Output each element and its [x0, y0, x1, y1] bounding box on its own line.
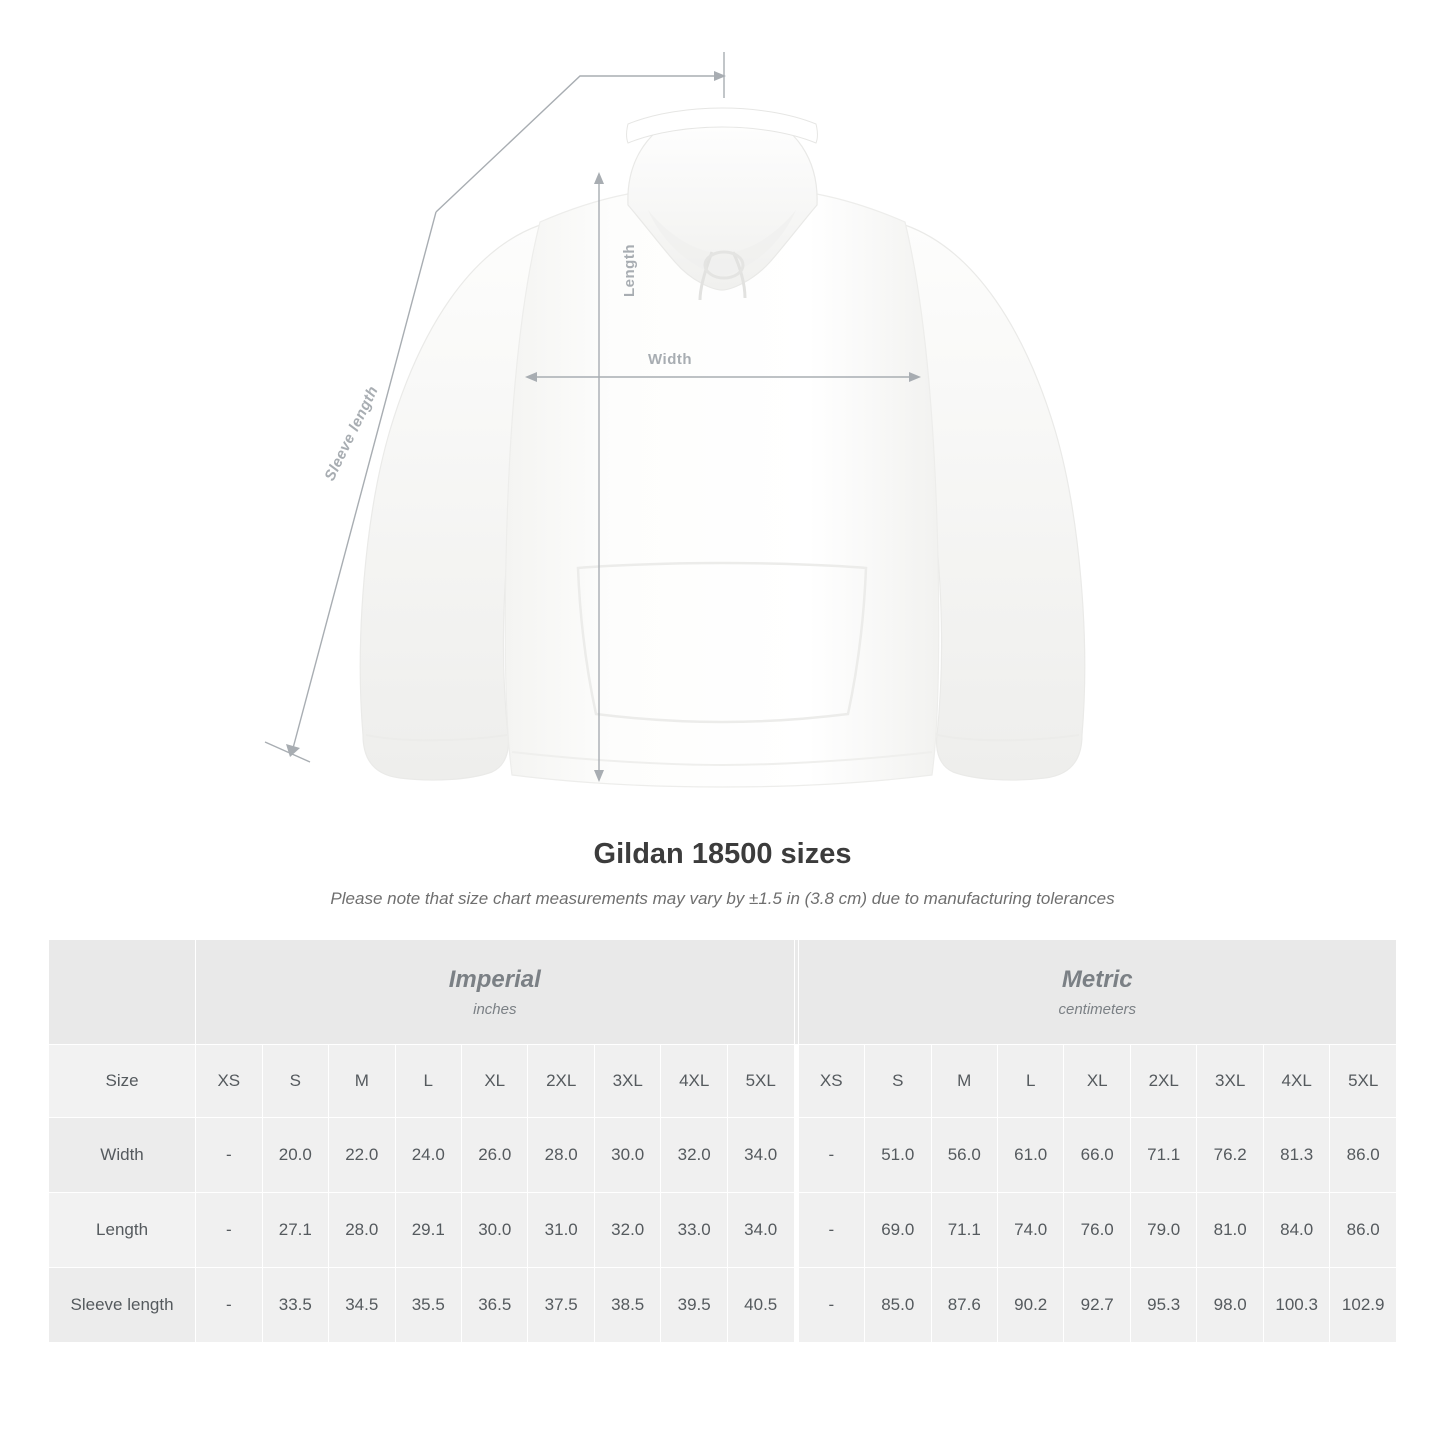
cell-imperial-sleeve-length-m: 34.5 — [329, 1268, 395, 1343]
cell-imperial-width-xl: 26.0 — [462, 1118, 528, 1193]
column-header-metric-3xl: 3XL — [1197, 1045, 1263, 1118]
cell-metric-sleeve-length-xs: - — [798, 1268, 864, 1343]
size-table — [48, 939, 1397, 1343]
cell-metric-width-2xl: 71.1 — [1130, 1118, 1196, 1193]
cell-imperial-sleeve-length-s: 33.5 — [262, 1268, 328, 1343]
row-label-width: Width — [49, 1118, 196, 1193]
column-header-metric-5xl: 5XL — [1330, 1045, 1397, 1118]
cell-metric-sleeve-length-l: 90.2 — [997, 1268, 1063, 1343]
column-header-metric-xl: XL — [1064, 1045, 1130, 1118]
unit-group-name: Metric — [1061, 966, 1133, 994]
unit-group-sub: centimeters — [1058, 1000, 1137, 1018]
cell-imperial-width-l: 24.0 — [395, 1118, 461, 1193]
cell-imperial-length-2xl: 31.0 — [528, 1193, 594, 1268]
column-header-metric-xs: XS — [798, 1045, 864, 1118]
table-row — [49, 1118, 1397, 1193]
cell-metric-sleeve-length-2xl: 95.3 — [1130, 1268, 1196, 1343]
cell-imperial-length-3xl: 32.0 — [594, 1193, 660, 1268]
cell-imperial-sleeve-length-xl: 36.5 — [462, 1268, 528, 1343]
tolerance-note: Please note that size chart measurements may vary by ±1.5 in (3.8 cm) due to manufacturing tolerances — [330, 889, 1115, 908]
cell-imperial-width-s: 20.0 — [262, 1118, 328, 1193]
cell-metric-length-s: 69.0 — [865, 1193, 931, 1268]
cell-imperial-width-3xl: 30.0 — [594, 1118, 660, 1193]
unit-header-row — [49, 940, 1397, 1045]
cell-metric-length-2xl: 79.0 — [1130, 1193, 1196, 1268]
table-row — [49, 1193, 1397, 1268]
cell-metric-length-5xl: 86.0 — [1330, 1193, 1397, 1268]
column-header-imperial-s: S — [262, 1045, 328, 1118]
cell-imperial-sleeve-length-2xl: 37.5 — [528, 1268, 594, 1343]
column-header-imperial-4xl: 4XL — [661, 1045, 727, 1118]
sleeve-length-label: Sleeve length — [321, 383, 382, 484]
unit-header-blank — [49, 940, 196, 1045]
column-header-imperial-m: M — [329, 1045, 395, 1118]
hoodie-body-shape — [360, 108, 1084, 787]
unit-group-sub: inches — [473, 1000, 517, 1018]
cell-imperial-length-s: 27.1 — [262, 1193, 328, 1268]
cell-imperial-length-xs: - — [196, 1193, 262, 1268]
cell-imperial-width-5xl: 34.0 — [727, 1118, 794, 1193]
length-label: Length — [621, 244, 638, 297]
row-label-length: Length — [49, 1193, 196, 1268]
cell-metric-sleeve-length-xl: 92.7 — [1064, 1268, 1130, 1343]
cell-metric-width-xs: - — [798, 1118, 864, 1193]
title-block — [0, 838, 1445, 909]
cell-metric-sleeve-length-4xl: 100.3 — [1263, 1268, 1329, 1343]
cell-metric-length-3xl: 81.0 — [1197, 1193, 1263, 1268]
column-header-imperial-3xl: 3XL — [594, 1045, 660, 1118]
cell-metric-width-l: 61.0 — [997, 1118, 1063, 1193]
cell-imperial-width-2xl: 28.0 — [528, 1118, 594, 1193]
cell-imperial-sleeve-length-3xl: 38.5 — [594, 1268, 660, 1343]
cell-metric-length-xl: 76.0 — [1064, 1193, 1130, 1268]
cell-imperial-sleeve-length-4xl: 39.5 — [661, 1268, 727, 1343]
cell-imperial-sleeve-length-5xl: 40.5 — [727, 1268, 794, 1343]
cell-metric-width-3xl: 76.2 — [1197, 1118, 1263, 1193]
cell-metric-sleeve-length-s: 85.0 — [865, 1268, 931, 1343]
cell-metric-length-l: 74.0 — [997, 1193, 1063, 1268]
unit-group-imperial — [196, 940, 794, 1045]
width-label: Width — [648, 351, 693, 368]
row-label-sleeve-length: Sleeve length — [49, 1268, 196, 1343]
cell-metric-length-xs: - — [798, 1193, 864, 1268]
cell-metric-length-4xl: 84.0 — [1263, 1193, 1329, 1268]
cell-metric-width-s: 51.0 — [865, 1118, 931, 1193]
column-header-imperial-xl: XL — [462, 1045, 528, 1118]
column-header-metric-s: S — [865, 1045, 931, 1118]
size-header-row — [49, 1045, 1397, 1118]
page-title: Gildan 18500 sizes — [593, 838, 852, 870]
cell-metric-sleeve-length-3xl: 98.0 — [1197, 1268, 1263, 1343]
cell-imperial-length-l: 29.1 — [395, 1193, 461, 1268]
cell-metric-width-5xl: 86.0 — [1330, 1118, 1397, 1193]
cell-imperial-sleeve-length-xs: - — [196, 1268, 262, 1343]
column-header-metric-l: L — [997, 1045, 1063, 1118]
cell-imperial-length-4xl: 33.0 — [661, 1193, 727, 1268]
column-header-imperial-xs: XS — [196, 1045, 262, 1118]
column-header-metric-2xl: 2XL — [1130, 1045, 1196, 1118]
cell-imperial-length-xl: 30.0 — [462, 1193, 528, 1268]
cell-imperial-width-xs: - — [196, 1118, 262, 1193]
unit-group-metric — [798, 940, 1396, 1045]
cell-imperial-width-4xl: 32.0 — [661, 1118, 727, 1193]
column-header-imperial-2xl: 2XL — [528, 1045, 594, 1118]
column-header-imperial-l: L — [395, 1045, 461, 1118]
column-header-metric-m: M — [931, 1045, 997, 1118]
cell-metric-width-m: 56.0 — [931, 1118, 997, 1193]
cell-metric-sleeve-length-5xl: 102.9 — [1330, 1268, 1397, 1343]
cell-imperial-width-m: 22.0 — [329, 1118, 395, 1193]
table-row — [49, 1268, 1397, 1343]
cell-imperial-length-5xl: 34.0 — [727, 1193, 794, 1268]
column-header-imperial-5xl: 5XL — [727, 1045, 794, 1118]
cell-metric-width-4xl: 81.3 — [1263, 1118, 1329, 1193]
column-header-size: Size — [49, 1045, 196, 1118]
cell-metric-width-xl: 66.0 — [1064, 1118, 1130, 1193]
unit-group-name: Imperial — [448, 966, 541, 994]
cell-imperial-length-m: 28.0 — [329, 1193, 395, 1268]
size-table-wrapper — [48, 939, 1397, 1343]
cell-metric-sleeve-length-m: 87.6 — [931, 1268, 997, 1343]
cell-imperial-sleeve-length-l: 35.5 — [395, 1268, 461, 1343]
column-header-metric-4xl: 4XL — [1263, 1045, 1329, 1118]
cell-metric-length-m: 71.1 — [931, 1193, 997, 1268]
